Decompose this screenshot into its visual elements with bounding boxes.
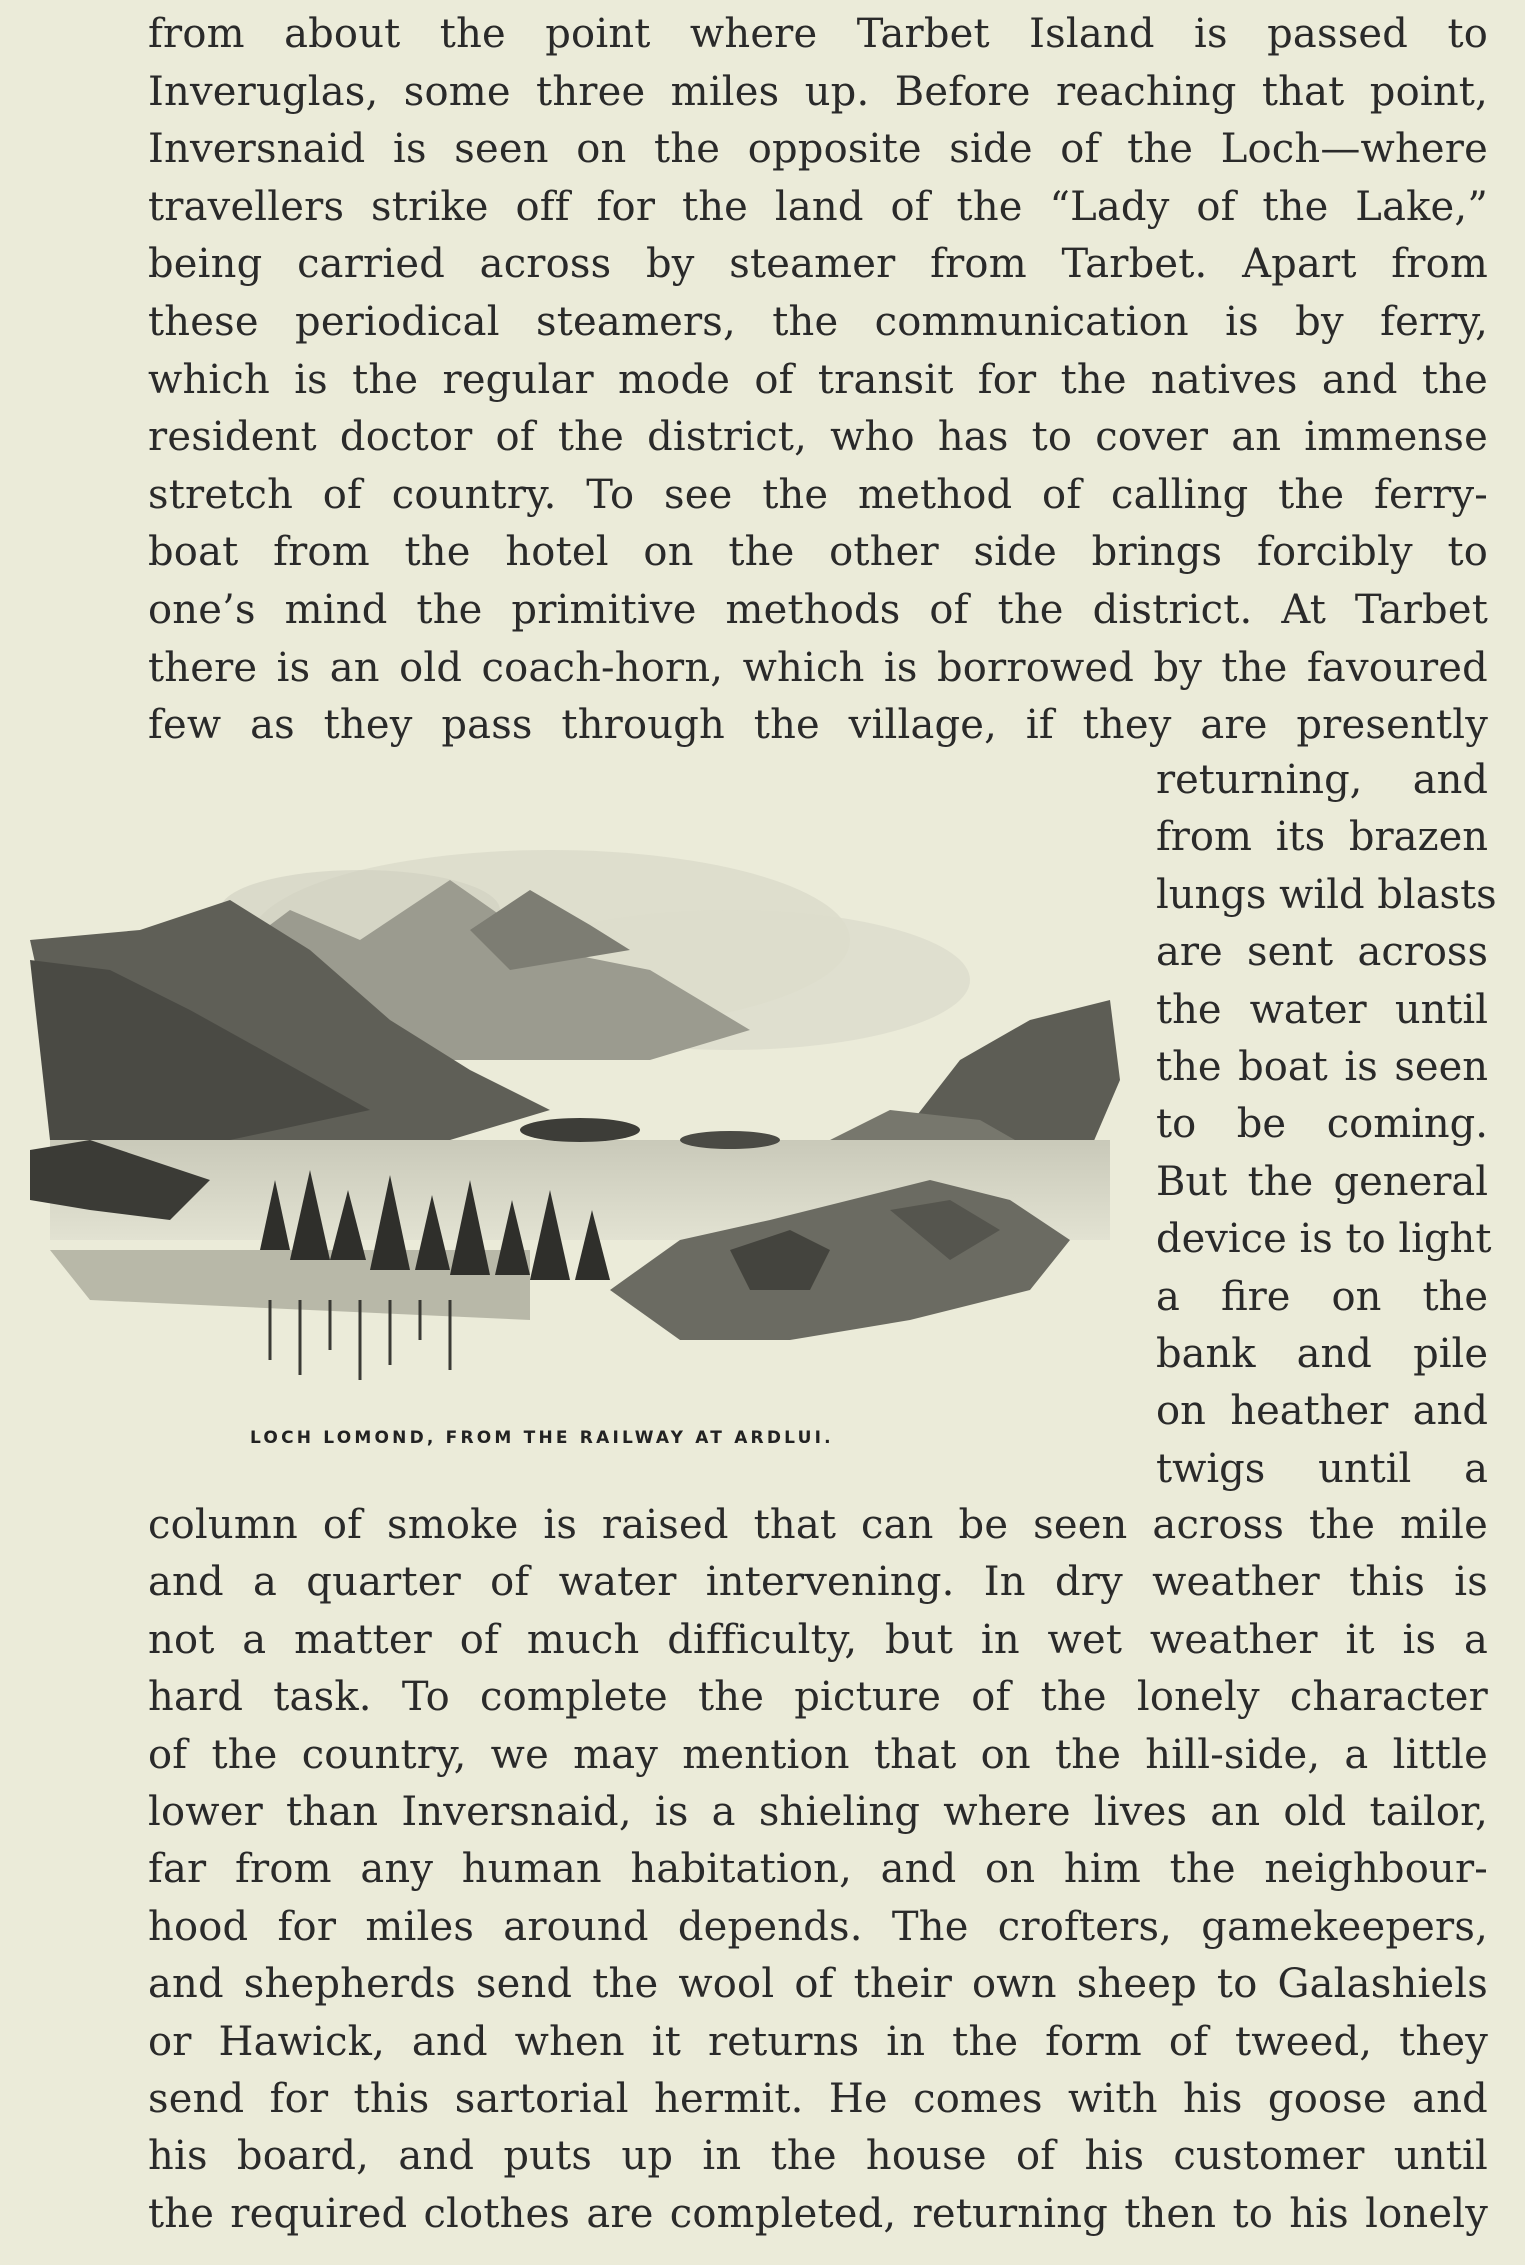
text-line: the required clothes are completed, returning then to his lonely — [148, 2190, 1488, 2237]
text-line: to be coming. — [1156, 1101, 1488, 1148]
text-line: his board, and puts up in the house of his customer until — [148, 2133, 1488, 2180]
text-line: travellers strike off for the land of the “Lady of the Lake,” — [148, 183, 1488, 230]
text-line: of the country, we may mention that on the hill-side, a little — [148, 1731, 1488, 1778]
text-line: twigs until a — [1156, 1445, 1488, 1492]
text-line: one’s mind the primitive methods of the district. At Tarbet — [148, 587, 1488, 633]
text-line: are sent across — [1156, 929, 1488, 976]
text-line: the water until — [1156, 986, 1488, 1033]
text-line: device is to light — [1156, 1216, 1492, 1263]
text-line: being carried across by steamer from Tarbet. Apart from — [148, 241, 1488, 288]
text-line: boat from the hotel on the other side brings forcibly to — [148, 529, 1488, 576]
text-line: column of smoke is raised that can be seen across the mile — [148, 1502, 1488, 1548]
text-line: returning, and — [1156, 757, 1488, 803]
text-line: hard task. To complete the picture of the lonely character — [148, 1674, 1488, 1721]
text-line: Inveruglas, some three miles up. Before reaching that point, — [148, 68, 1488, 115]
text-line: bank and pile — [1156, 1331, 1488, 1377]
text-line: and a quarter of water intervening. In dry weather this is — [148, 1559, 1488, 1606]
text-line: send for this sartorial hermit. He comes with his goose and — [148, 2076, 1488, 2122]
text-line: there is an old coach-horn, which is borrowed by the favoured — [148, 644, 1488, 691]
text-line: far from any human habitation, and on him the neighbour- — [148, 1846, 1488, 1893]
text-line: hood for miles around depends. The crofters, gamekeepers, — [148, 1903, 1488, 1950]
text-line: Inversnaid is seen on the opposite side of the Loch—where — [148, 126, 1488, 173]
text-line: which is the regular mode of transit for the natives and the — [148, 356, 1488, 403]
text-line: few as they pass through the village, if they are presently — [148, 702, 1488, 749]
text-line: from about the point where Tarbet Island is passed to — [148, 11, 1488, 57]
text-line: from its brazen — [1156, 814, 1488, 861]
text-line: these periodical steamers, the communication is by ferry, — [148, 299, 1488, 345]
text-line: lungs wild blasts — [1156, 871, 1497, 918]
text-line: or Hawick, and when it returns in the form of tweed, they — [148, 2018, 1488, 2065]
text-line: on heather and — [1156, 1388, 1488, 1435]
text-line: But the general — [1156, 1158, 1488, 1205]
text-line: and shepherds send the wool of their own sheep to Galashiels — [148, 1961, 1488, 2008]
figure-caption: LOCH LOMOND, FROM THE RAILWAY AT ARDLUI. — [250, 1428, 834, 1448]
text-line: not a matter of much difficulty, but in wet weather it is a — [148, 1616, 1488, 1663]
landscape-illustration — [30, 820, 1130, 1420]
text-line: resident doctor of the district, who has to cover an immense — [148, 414, 1488, 461]
text-line: the boat is seen — [1156, 1044, 1488, 1090]
text-line: a fire on the — [1156, 1273, 1488, 1320]
loch-lomond-engraving — [30, 820, 1130, 1420]
text-line: stretch of country. To see the method of calling the ferry- — [148, 471, 1488, 518]
text-line: lower than Inversnaid, is a shieling where lives an old tailor, — [148, 1789, 1488, 1835]
